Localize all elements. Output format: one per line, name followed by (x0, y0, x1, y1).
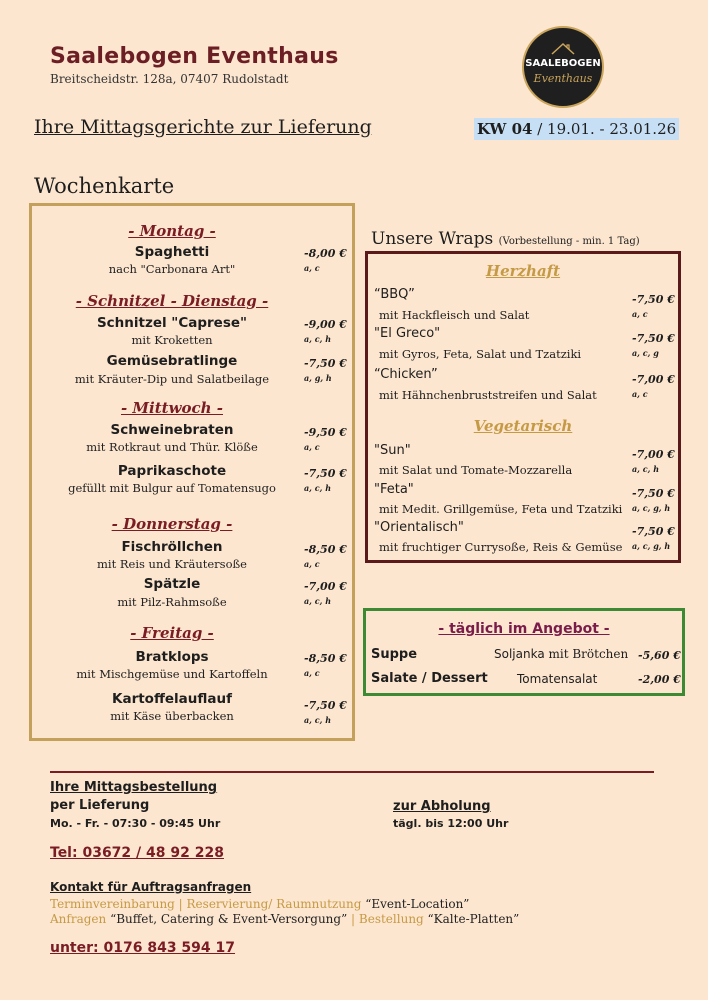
wraps-title (371, 229, 640, 249)
dish-name: Fischröllchen (121, 539, 223, 555)
dish-allergens: a, g, h (304, 373, 332, 383)
brand-name: Saalebogen Eventhaus (50, 44, 339, 69)
dish-allergens: a, c (304, 263, 320, 273)
dish-price: -7,50 € (304, 357, 347, 370)
wrap-desc: mit Hackfleisch und Salat (379, 308, 530, 322)
contact-text: “Event-Location” (365, 897, 470, 911)
dish-price: -8,50 € (304, 543, 347, 556)
order-title: Ihre Mittagsbestellung (50, 780, 218, 795)
wrap-name: "El Greco" (374, 326, 441, 341)
wraps-note: (Vorbestellung - min. 1 Tag) (498, 236, 640, 247)
dish-allergens: a, c, h (304, 596, 332, 606)
daily-item (494, 647, 628, 661)
dish-price: -7,50 € (304, 699, 347, 712)
logo (522, 26, 604, 108)
daily-category: Salate / Dessert (371, 671, 488, 686)
dish-price: -8,00 € (304, 247, 347, 260)
wrap-name: “BBQ” (374, 287, 415, 302)
wrap-allergens: a, c, g, h (632, 541, 671, 551)
wrap-desc: mit Medit. Grillgemüse, Feta und Tzatziki (379, 502, 623, 516)
contact-text: Anfragen (50, 912, 111, 926)
daily-item-name: Tomatensalat (517, 672, 598, 686)
day-wednesday: - Mittwoch - (120, 399, 223, 417)
contact-line-1 (50, 897, 469, 911)
house-roof-icon (551, 42, 575, 56)
dish-name: Schnitzel "Caprese" (96, 315, 248, 331)
wrap-allergens: a, c, g (632, 348, 659, 358)
dish-desc: mit Pilz-Rahmsoße (117, 595, 227, 609)
wrap-price: -7,50 € (632, 293, 675, 306)
dish-name: Bratklops (135, 649, 209, 665)
dish-desc: mit Kroketten (131, 333, 213, 347)
wrap-price: -7,00 € (632, 448, 675, 461)
category-vegetarisch: Vegetarisch (473, 417, 573, 435)
wrap-desc: mit Gyros, Feta, Salat und Tzatziki (379, 347, 582, 361)
contact-text: “Kalte-Platten” (427, 912, 520, 926)
contact-line-2 (50, 912, 519, 926)
dish-desc: nach "Carbonara Art" (108, 262, 236, 276)
dish-name: Paprikaschote (117, 463, 227, 479)
week-number: KW 04 (477, 120, 533, 138)
pickup-label: zur Abholung (393, 799, 491, 814)
wrap-price: -7,00 € (632, 373, 675, 386)
contact-text: Terminvereinbarung | Reservierung/ Raumnutzung (50, 897, 366, 911)
wrap-name: "Sun" (374, 443, 411, 458)
weekly-menu-title: Wochenkarte (34, 174, 175, 198)
delivery-label: per Lieferung (50, 798, 150, 813)
dish-allergens: a, c (304, 559, 320, 569)
wrap-price: -7,50 € (632, 487, 675, 500)
dish-allergens: a, c, h (304, 483, 332, 493)
page-subtitle: Ihre Mittagsgerichte zur Lieferung (34, 116, 372, 138)
wrap-name: "Feta" (374, 482, 414, 497)
day-tuesday: - Schnitzel - Dienstag - (75, 292, 269, 310)
mobile-number[interactable]: unter: 0176 843 594 17 (50, 940, 236, 956)
dish-price: -7,50 € (304, 467, 347, 480)
daily-price: -5,60 € (638, 649, 681, 662)
contact-text: | Bestellung (347, 912, 428, 926)
dish-allergens: a, c, h (304, 715, 332, 725)
divider (50, 771, 654, 773)
day-thursday: - Donnerstag - (111, 515, 233, 533)
daily-item-extra: mit Brötchen (544, 647, 629, 661)
wrap-price: -7,50 € (632, 332, 675, 345)
dish-price: -7,00 € (304, 580, 347, 593)
dish-price: -9,00 € (304, 318, 347, 331)
daily-offer-title: - täglich im Angebot - (438, 621, 610, 637)
wrap-allergens: a, c (632, 309, 648, 319)
dish-desc: mit Rotkraut und Thür. Klöße (86, 440, 258, 454)
wrap-allergens: a, c, g, h (632, 503, 671, 513)
dish-desc: mit Kräuter-Dip und Salatbeilage (74, 372, 270, 386)
wrap-allergens: a, c (632, 389, 648, 399)
logo-text: SAALEBOGEN (525, 58, 601, 69)
dish-desc: mit Reis und Kräutersoße (97, 557, 247, 571)
weekly-menu-box (29, 203, 355, 741)
phone-link[interactable]: Tel: 03672 / 48 92 228 (50, 845, 224, 861)
dish-name: Gemüsebratlinge (106, 353, 238, 369)
dish-desc: mit Mischgemüse und Kartoffeln (76, 667, 268, 681)
daily-item-name: Soljanka (494, 647, 545, 661)
wrap-desc: mit fruchtiger Currysoße, Reis & Gemüse (379, 540, 623, 554)
dish-allergens: a, c (304, 442, 320, 452)
wrap-desc: mit Salat und Tomate-Mozzarella (379, 463, 573, 477)
week-badge (474, 118, 679, 140)
wrap-name: “Chicken” (374, 367, 438, 382)
dish-name: Spätzle (143, 576, 201, 592)
dish-price: -8,50 € (304, 652, 347, 665)
contact-title: Kontakt für Auftragsanfragen (50, 880, 252, 894)
dish-allergens: a, c, h (304, 334, 332, 344)
daily-category: Suppe (371, 647, 418, 662)
wraps-box (365, 251, 681, 563)
contact-text: “Buffet, Catering & Event-Versorgung” (110, 912, 348, 926)
daily-price: -2,00 € (638, 673, 681, 686)
week-dates: / 19.01. - 23.01.26 (532, 120, 677, 138)
dish-price: -9,50 € (304, 426, 347, 439)
wrap-name: "Orientalisch" (374, 520, 464, 535)
day-monday: - Montag - (128, 222, 216, 240)
logo-script: Eventhaus (533, 72, 593, 85)
dish-desc: gefüllt mit Bulgur auf Tomatensugo (68, 481, 276, 495)
delivery-hours: Mo. - Fr. - 07:30 - 09:45 Uhr (50, 817, 221, 830)
wrap-price: -7,50 € (632, 525, 675, 538)
day-friday: - Freitag - (130, 624, 214, 642)
wrap-desc: mit Hähnchenbruststreifen und Salat (379, 388, 597, 402)
wrap-allergens: a, c, h (632, 464, 660, 474)
dish-name: Kartoffelauflauf (112, 691, 232, 707)
wraps-heading: Unsere Wraps (371, 229, 494, 249)
dish-name: Spaghetti (134, 244, 210, 260)
daily-offer-box (363, 608, 685, 696)
category-herzhaft: Herzhaft (485, 262, 561, 280)
pickup-hours: tägl. bis 12:00 Uhr (393, 817, 509, 830)
dish-desc: mit Käse überbacken (110, 709, 234, 723)
dish-name: Schweinebraten (110, 422, 234, 438)
dish-allergens: a, c (304, 668, 320, 678)
address: Breitscheidstr. 128a, 07407 Rudolstadt (50, 72, 289, 86)
